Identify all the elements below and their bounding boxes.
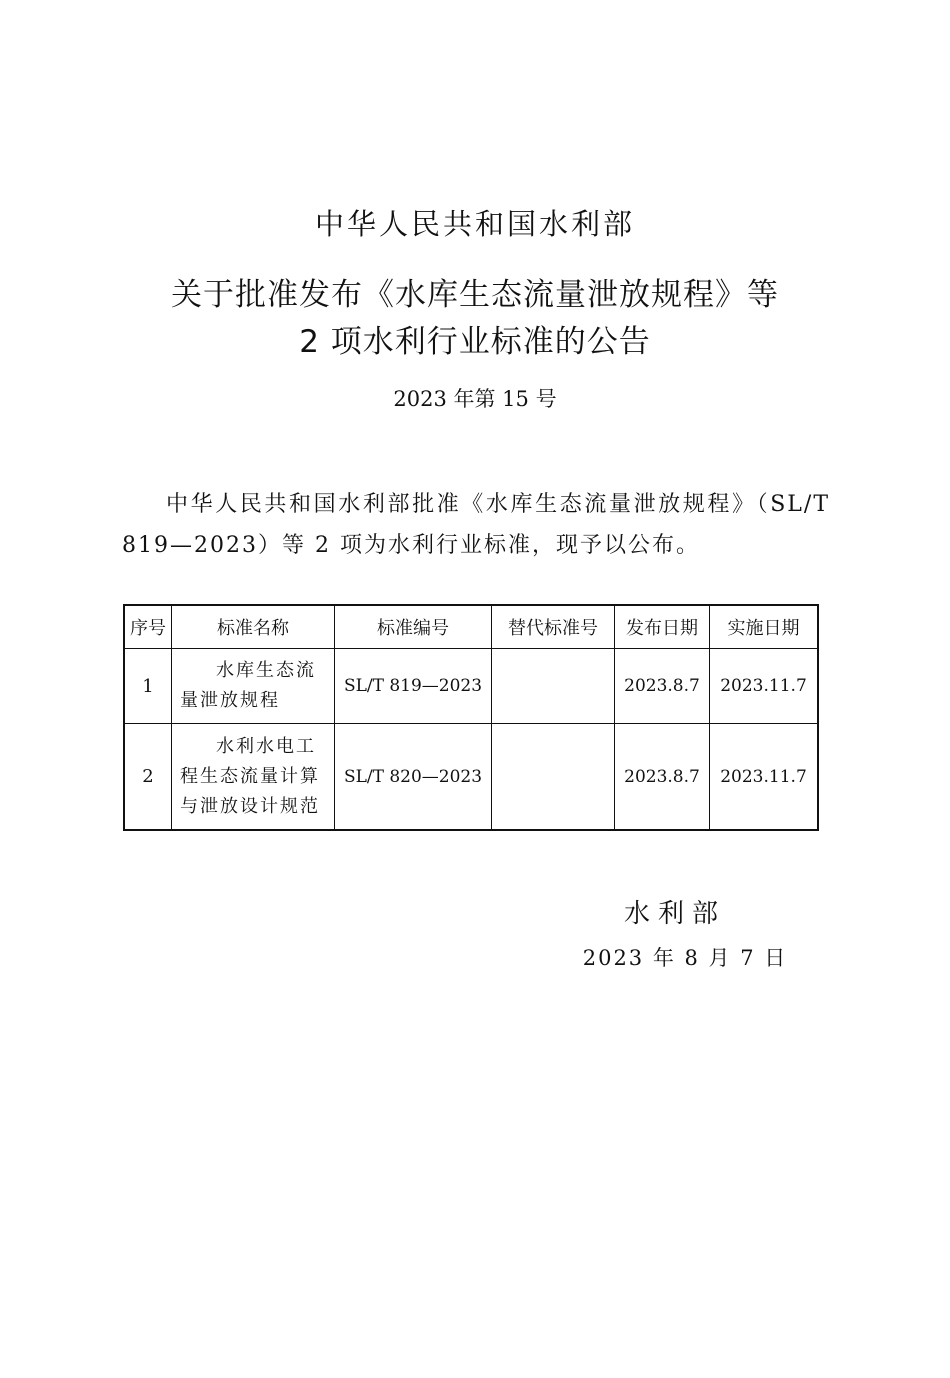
header-implement-date: 实施日期 (710, 605, 819, 649)
signing-date: 2023 年 8 月 7 日 (582, 946, 788, 970)
standards-table-container (123, 604, 819, 831)
cell-replaces (492, 649, 615, 724)
cell-code: SL/T 819—2023 (335, 649, 492, 724)
header-code: 标准编号 (335, 605, 492, 649)
table-header-row (124, 605, 818, 649)
cell-seq: 2 (124, 724, 172, 831)
cell-name: 水库生态流量泄放规程 (172, 649, 335, 724)
cell-name: 水利水电工程生态流量计算与泄放设计规范 (172, 724, 335, 831)
document-number: 2023 年第 15 号 (393, 387, 557, 411)
cell-implement-date: 2023.11.7 (710, 724, 819, 831)
header-seq: 序号 (124, 605, 172, 649)
cell-publish-date: 2023.8.7 (615, 649, 710, 724)
standards-table (123, 604, 819, 831)
header-replaces: 替代标准号 (492, 605, 615, 649)
header-name: 标准名称 (172, 605, 335, 649)
announcement-title-line-2: 2 项水利行业标准的公告 (299, 324, 651, 360)
announcement-body: 中华人民共和国水利部批准《水库生态流量泄放规程》（SL/T 819—2023）等 2 项为水利行业标准，现予以公布。 (122, 492, 830, 558)
table-row (124, 724, 818, 831)
cell-replaces (492, 724, 615, 831)
issuer-heading: 中华人民共和国水利部 (314, 207, 635, 241)
cell-seq: 1 (124, 649, 172, 724)
cell-code: SL/T 820—2023 (335, 724, 492, 831)
announcement-title-line-1: 关于批准发布《水库生态流量泄放规程》等 (171, 277, 779, 313)
header-publish-date: 发布日期 (615, 605, 710, 649)
cell-implement-date: 2023.11.7 (710, 649, 819, 724)
table-row (124, 649, 818, 724)
signer: 水利部 (623, 899, 726, 929)
cell-publish-date: 2023.8.7 (615, 724, 710, 831)
